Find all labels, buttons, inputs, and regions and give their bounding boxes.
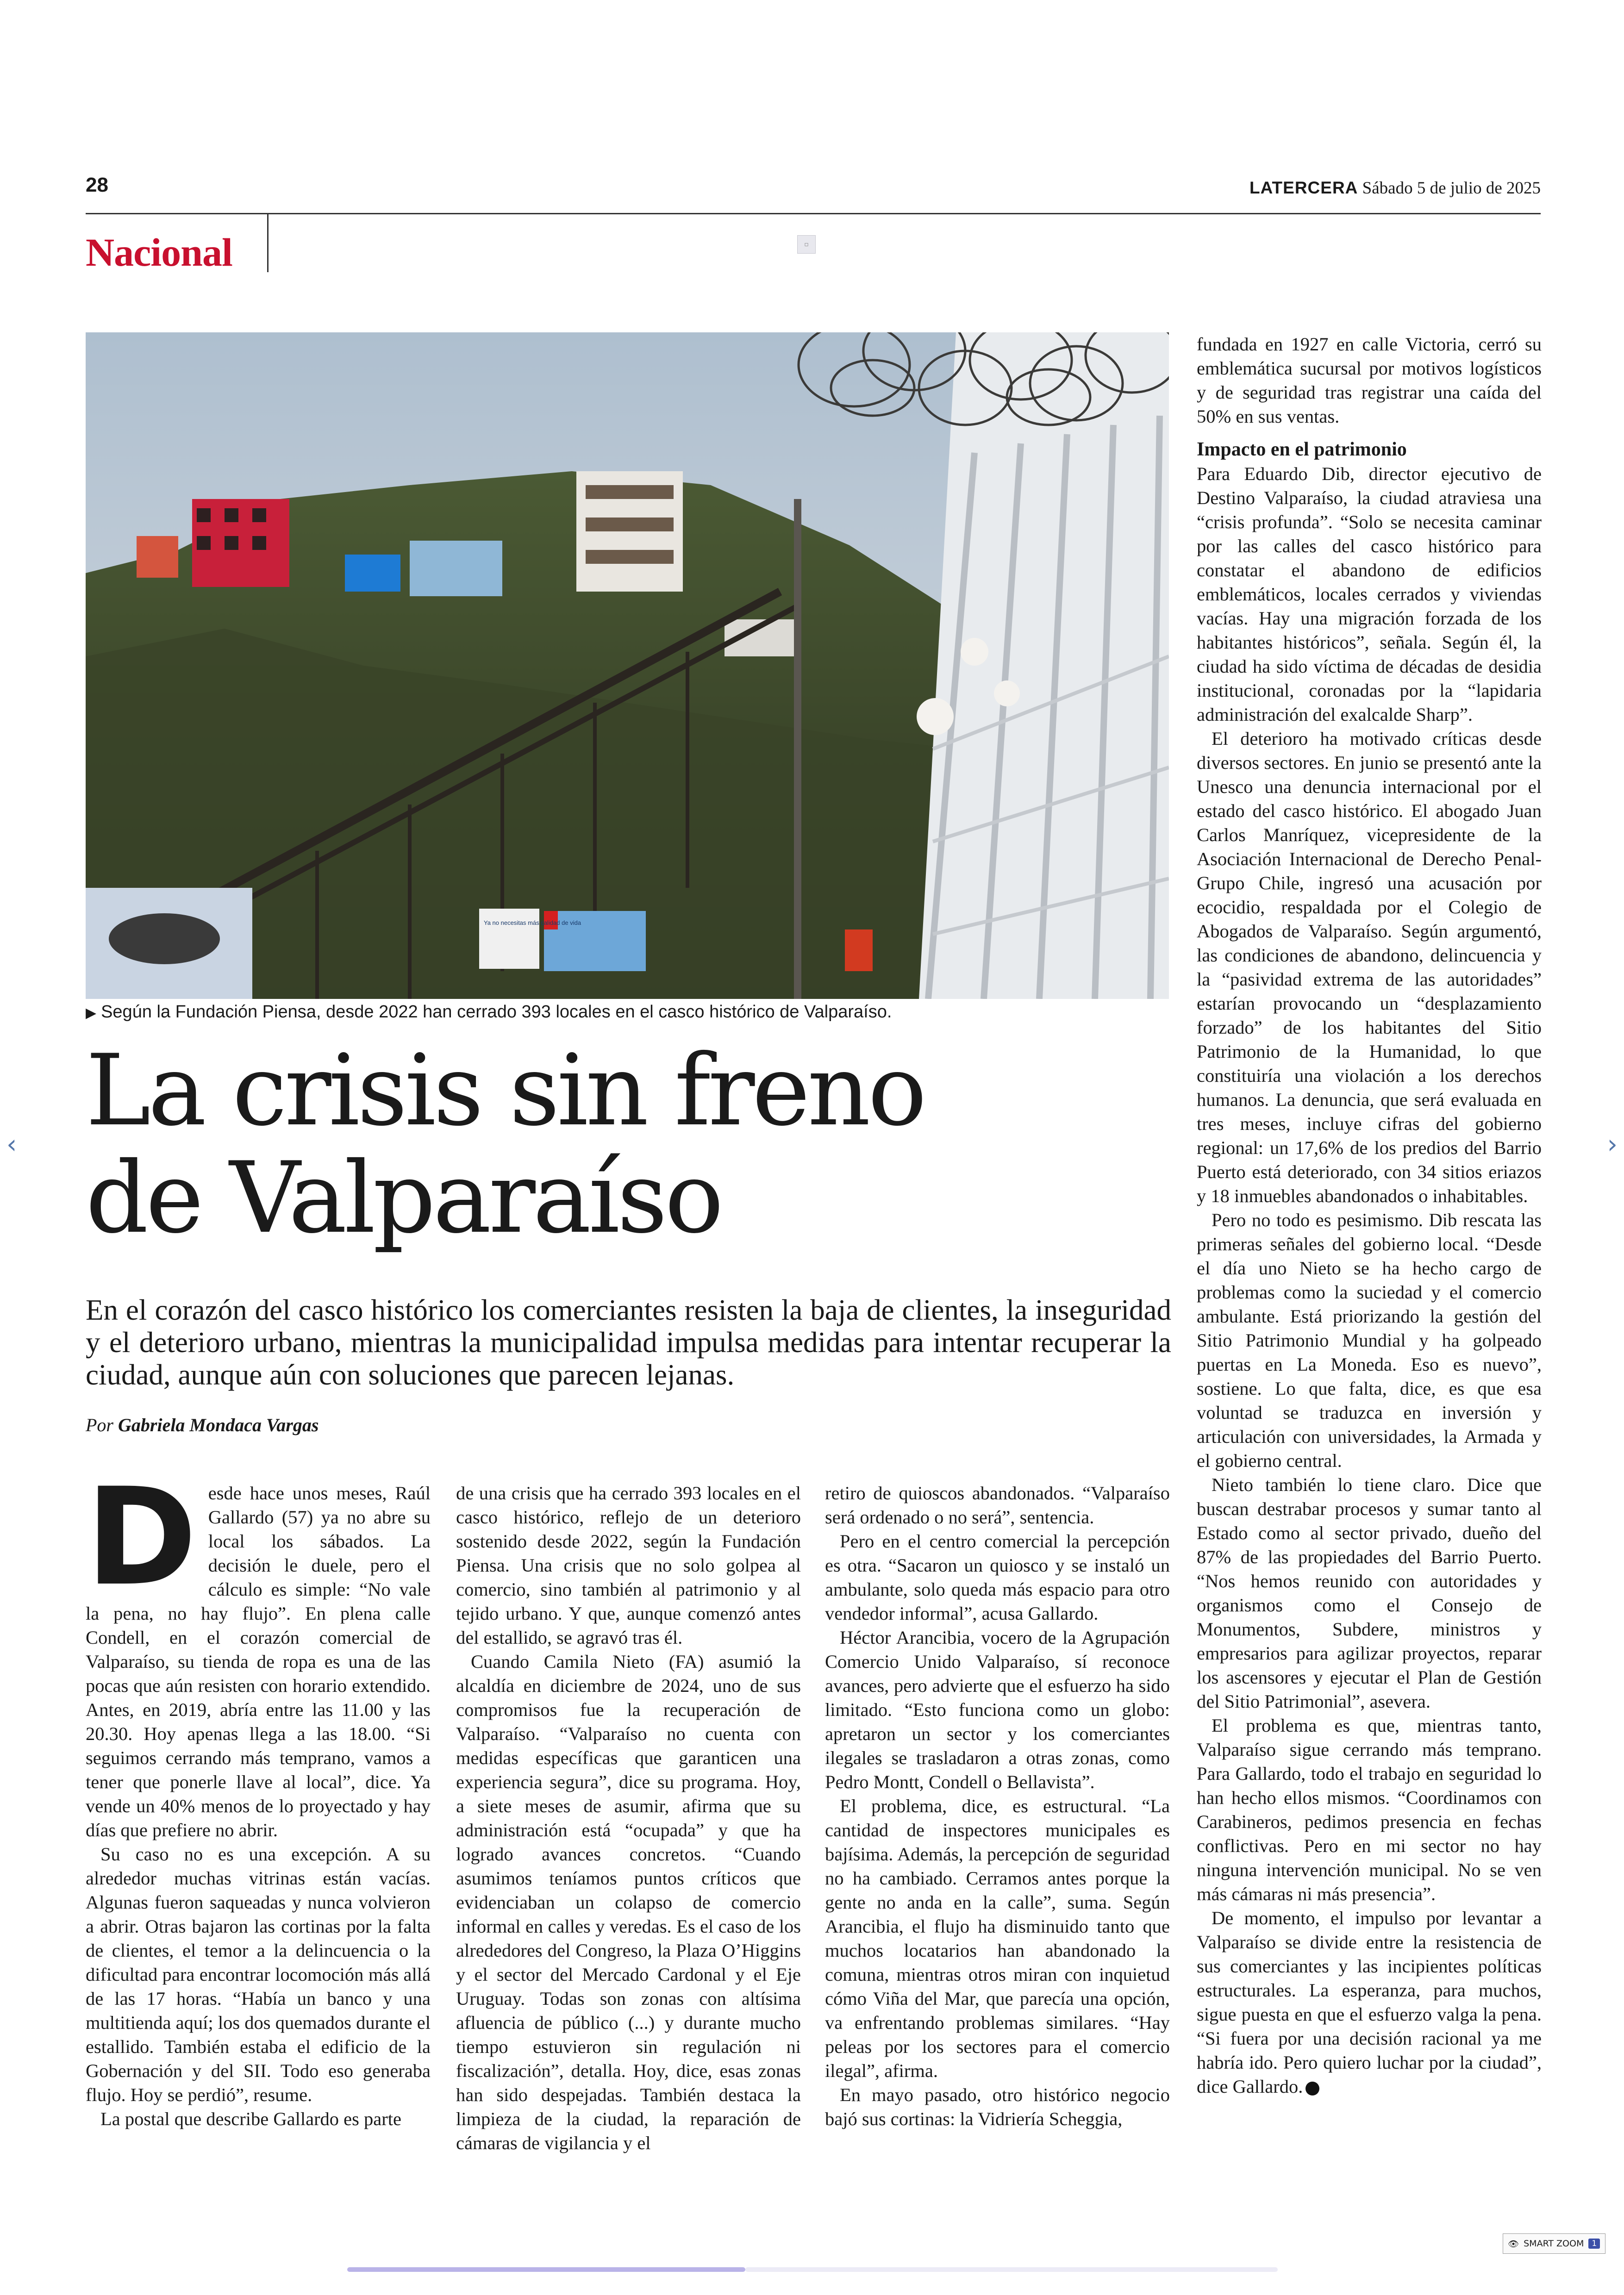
eye-icon: 👁 bbox=[1508, 2239, 1519, 2249]
publication-date: Sábado 5 de julio de 2025 bbox=[1362, 179, 1541, 198]
paragraph: La postal que describe Gallardo es parte bbox=[100, 2108, 401, 2129]
article-column-1 bbox=[86, 1459, 431, 2131]
paragraph: Pero no todo es pesimismo. Dib rescata las primeras señales del gobierno local. “Desde el día uno Nieto se ha hecho cargo de problemas como la suciedad y el comercio ambulante. Está priorizando la gestión del Sitio Patrimonio Mundial y ha golpeado puertas en La Moneda. Eso es nuevo”, sostiene. Lo que falta, dice, es que esa voluntad se traduzca en inversión y articulación con universidades, la Armada y el gobierno central. bbox=[1197, 1210, 1542, 1471]
page-number: 28 bbox=[86, 174, 108, 196]
article-column-2 bbox=[456, 1481, 801, 2155]
header-rule bbox=[86, 213, 1541, 214]
paragraph: Pero en el centro comercial la percepción es otra. “Sacaron un quiosco y se instaló un ambulante, solo queda más espacio para otro vendedor informal”, acusa Gallardo. bbox=[825, 1531, 1170, 1624]
headline bbox=[86, 1033, 1169, 1255]
paragraph: fundada en 1927 en calle Victoria, cerró su emblemática sucursal por motivos logísticos y de seguridad tras registrar una caída del 50% en sus ventas. bbox=[1197, 334, 1542, 427]
paragraph bbox=[1197, 1906, 1542, 2099]
subheading: Impacto en el patrimonio bbox=[1197, 439, 1407, 460]
smart-zoom-button[interactable] bbox=[1503, 2233, 1605, 2254]
paragraph: de una crisis que ha cerrado 393 locales en el casco histórico, reflejo de un deterioro sostenido desde 2022, según la Fundación Piensa. Una crisis que no solo golpea al comercio, sino también al patrimonio y al tejido urbano. Y que, aunque comenzó antes del estallido, se agravó tras él. bbox=[456, 1483, 801, 1648]
paragraph: Nieto también lo tiene claro. Dice que buscan destrabar procesos y sumar tanto al Estado como al sector privado, dueño del 87% de las propiedades del Barrio Puerto. “Nos hemos reunido con autoridades y organismos como el Consejo de Monumentos, Subdere, ministros y empresarios para agilizar proyectos, reparar los ascensores y ejecutar el Plan de Gestión del Sitio Patrimonial”, asevera. bbox=[1197, 1474, 1542, 1712]
newspaper-brand: LATERCERA bbox=[1249, 178, 1358, 197]
masthead bbox=[1249, 178, 1541, 198]
caption-text: Según la Fundación Piensa, desde 2022 han cerrado 393 locales en el casco histórico de Valparaíso. bbox=[101, 1002, 892, 1022]
drop-cap: D bbox=[86, 1459, 197, 1615]
paragraph: retiro de quioscos abandonados. “Valparaíso será ordenado o no será”, sentencia. bbox=[825, 1483, 1170, 1528]
paragraph: Cuando Camila Nieto (FA) asumió la alcaldía en diciembre de 2024, uno de sus compromisos fue la recuperación de Valparaíso. “Valparaíso no cuenta con medidas específicas que garanticen una experiencia segura”, dice su programa. Hoy, a siete meses de asumir, afirma que su administración está “ocupada” y que ha logrado avances concretos. “Cuando asumimos teníamos puntos críticos que evidenciaban un colapso de comercio informal en calles y veredas. Es el caso de los alrededores del Congreso, la Plaza O’Higgins y el sector del Mercado Cardonal y el Eje Uruguay. Todas son zonas con altísima afluencia de público (...) y durante mucho tiempo estuvieron sin regulación ni fiscalización”, detalla. Hoy, dice, esas zonas han sido despejadas. También destaca la limpieza de la ciudad, la reparación de cámaras de vigilancia y el bbox=[456, 1651, 801, 2153]
byline-prefix: Por bbox=[86, 1415, 113, 1435]
section-divider bbox=[267, 214, 269, 272]
caption-arrow-icon: ▶ bbox=[86, 1005, 97, 1021]
end-mark-icon bbox=[1305, 2082, 1319, 2095]
scrollbar-thumb[interactable] bbox=[347, 2267, 745, 2272]
scroll-track[interactable] bbox=[745, 2267, 1278, 2272]
paragraph: En mayo pasado, otro histórico negocio bajó sus cortinas: la Vidriería Scheggia, bbox=[825, 2084, 1170, 2129]
paragraph: Héctor Arancibia, vocero de la Agrupación Comercio Unido Valparaíso, sí reconoce avances, pero advierte que el esfuerzo ha sido limitado. “Esto funciona como un globo: apretaron un sector y los comerciantes ilegales se trasladaron a otras zonas, como Pedro Montt, Condell o Bellavista”. bbox=[825, 1627, 1170, 1792]
billboard-text: Ya no necesitas más calidad de vida bbox=[484, 919, 581, 926]
paragraph: El deterioro ha motivado críticas desde diversos sectores. En junio se presentó ante la Unesco una denuncia internacional por el estado del casco histórico. El abogado Juan Carlos Manríquez, vicepresidente de la Asociación Internacional de Derecho Penal-Grupo Chile, ingresó una acusación por ecocidio, respaldada por el Colegio de Abogados de Valparaíso. Según argumentó, las condiciones de abandono, delincuencia y la “pasividad extrema de las autoridades” estarían provocando un “desplazamiento forzado” de los habitantes del Sitio Patrimonio de la Humanidad, lo que constituiría una violación a los derechos humanos. La denuncia, que será evaluada en tres meses, incluye cifras del gobierno regional: un 17,6% de los predios del Barrio Puerto está deteriorado, con 34 sitios eriazos y 18 inmuebles abandonados o inhabitables. bbox=[1197, 728, 1542, 1206]
article-photo bbox=[86, 332, 1169, 999]
next-page-button[interactable]: › bbox=[1607, 1129, 1618, 1160]
smart-zoom-label: SMART ZOOM bbox=[1524, 2239, 1584, 2249]
page-marker-icon: ▫ bbox=[797, 235, 816, 254]
page-badge: 1 bbox=[1588, 2239, 1600, 2249]
article-deck: En el corazón del casco histórico los comerciantes resisten la baja de clientes, la inseguridad y el deterioro urbano, mientras la municipalidad impulsa medidas para intentar recuperar la ciudad, aunque aún con soluciones que parecen lejanas. bbox=[86, 1294, 1171, 1391]
paragraph: Su caso no es una excepción. A su alrededor muchas vitrinas están vacías. Algunas fueron saqueadas y nunca volvieron a abrir. Otras bajaron las cortinas por la falta de clientes, el temor a la delincuencia o la dificultad para encontrar locomoción más allá de las 17 horas. “Había un banco y una multitienda aquí; los dos quemados durante el estallido. También estaba el edificio de la Gobernación y del SII. Todo eso generaba flujo. Hoy se perdió”, resume. bbox=[86, 1844, 431, 2105]
article-column-3 bbox=[825, 1481, 1170, 2131]
article-column-4 bbox=[1197, 332, 1542, 2099]
byline bbox=[86, 1414, 319, 1436]
author-name: Gabriela Mondaca Vargas bbox=[118, 1415, 319, 1435]
paragraph-text: De momento, el impulso por levantar a Valparaíso se divide entre la resistencia de sus comerciantes y las incipientes políticas estructurales. La esperanza, para muchos, sigue puesta en que el esfuerzo valga la pena. “Si fuera por una decisión racional ya me habría ido. Pero quiero luchar por la ciudad”, dice Gallardo. bbox=[1197, 1908, 1542, 2097]
paragraph: Para Eduardo Dib, director ejecutivo de Destino Valparaíso, la ciudad atraviesa una “crisis profunda”. “Solo se necesita caminar por las calles del casco histórico para constatar el abandono de edificios emblemáticos, locales cerrados y viviendas vacías. Hay una migración forzada de los habitantes históricos”, señala. Según él, la ciudad ha sido víctima de décadas de desidia institucional, coronadas por la “lapidaria administración del exalcalde Sharp”. bbox=[1197, 463, 1542, 725]
paragraph: El problema, dice, es estructural. “La cantidad de inspectores municipales es bajísima. Además, la percepción de seguridad no ha cambiado. Cerramos antes porque la gente no anda en la calle”, suma. Según Arancibia, el flujo ha disminuido tanto que muchos locatarios han abandonado la comuna, mientras otros miran con inquietud cómo Viña del Mar, que parecía una opción, va enfrentando problemas similares. “Hay peleas por los sectores para el comercio ilegal”, afirma. bbox=[825, 1796, 1170, 2081]
previous-page-button[interactable]: ‹ bbox=[6, 1129, 17, 1160]
section-title: Nacional bbox=[86, 230, 232, 274]
photo-caption bbox=[86, 1002, 1169, 1022]
paragraph: El problema es que, mientras tanto, Valparaíso sigue cerrando más temprano. Para Gallardo, todo el trabajo en seguridad lo han hecho ellos mismos. “Coordinamos con Carabineros, pedimos presencia en fechas conflictivas. Pero en mi sector no hay ninguna intervención municipal. No se ven más cámaras ni más presencia”. bbox=[1197, 1715, 1542, 1904]
paragraph bbox=[86, 1459, 431, 1842]
headline-line-1: La crisis sin freno bbox=[86, 1033, 924, 1148]
paragraph-text: esde hace unos meses, Raúl Gallardo (57) ya no abre su local los sábados. La decisión le duele, pero el cálculo es simple: “No vale la pena, no hay flujo”. En plena calle Condell, en el corazón comercial de Valparaíso, su tienda de ropa es una de las pocas que aún resisten con horario extendido. Antes, en 2019, abría entre las 11.00 y las 20.30. Hoy apenas llega a las 18.00. “Si seguimos cerrando más temprano, vamos a tener que ponerle llave al local”, dice. Ya vende un 40% menos de lo proyectado y hay días que prefiere no abrir. bbox=[86, 1483, 431, 1840]
headline-line-2: de Valparaíso bbox=[86, 1141, 721, 1255]
